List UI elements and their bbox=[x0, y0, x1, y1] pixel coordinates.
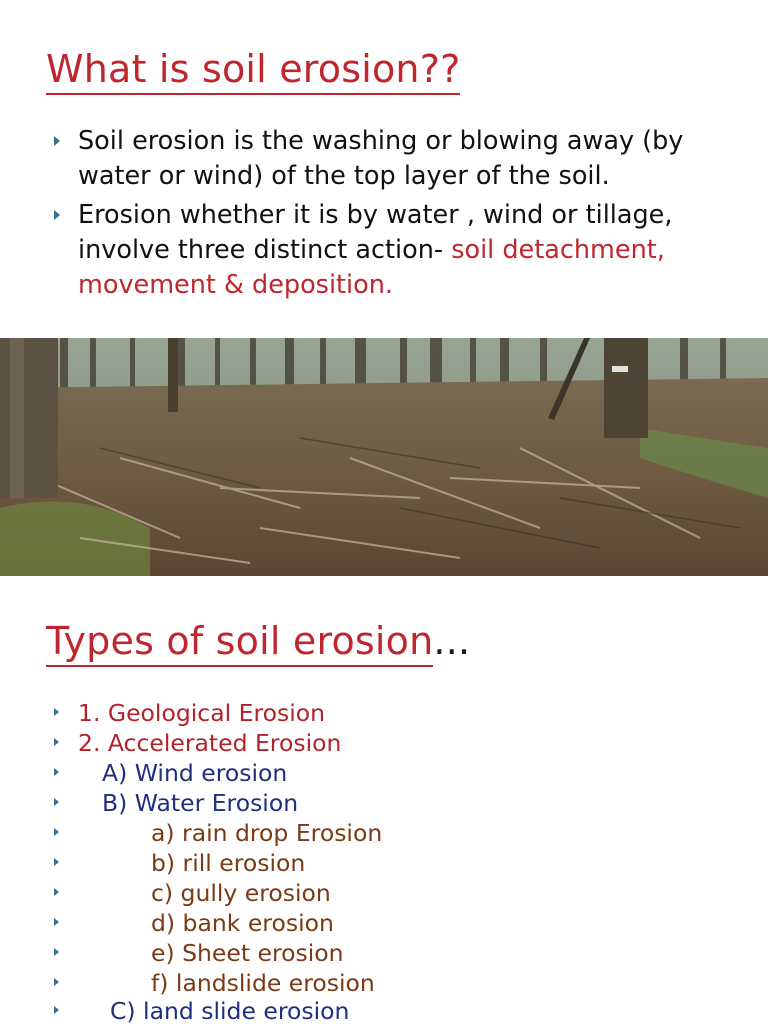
bullet-arrow-icon bbox=[54, 708, 59, 716]
list-item-text: C) land slide erosion bbox=[110, 997, 350, 1025]
bullet-arrow-icon bbox=[54, 978, 59, 986]
heading-types-of-soil-erosion: Types of soil erosion bbox=[46, 619, 433, 667]
erosion-actions-text: Erosion whether it is by water , wind or tillage, involve three distinct action- bbox=[78, 200, 673, 265]
bullet-arrow-icon bbox=[54, 1006, 59, 1014]
erosion-actions-highlight: soil detachment, movement & deposition. bbox=[78, 235, 665, 300]
list-item-text: A) Wind erosion bbox=[102, 759, 288, 787]
bullet-arrow-icon bbox=[54, 888, 59, 896]
list-item-text: b) rill erosion bbox=[151, 849, 306, 877]
bullet-arrow-icon bbox=[54, 136, 60, 146]
heading-ellipsis: ... bbox=[433, 619, 471, 663]
list-item-text: 2. Accelerated Erosion bbox=[78, 729, 342, 757]
page-title-soil-erosion bbox=[46, 47, 461, 91]
list-item-text: f) landslide erosion bbox=[151, 969, 375, 997]
list-item bbox=[54, 908, 754, 938]
forest-floor-erosion-photo bbox=[0, 338, 768, 576]
bullet-arrow-icon bbox=[54, 948, 59, 956]
list-item bbox=[54, 818, 754, 848]
list-item-text: d) bank erosion bbox=[151, 909, 334, 937]
list-item bbox=[54, 968, 754, 998]
bullet-arrow-icon bbox=[54, 858, 59, 866]
page-title-types bbox=[46, 619, 471, 663]
list-item bbox=[54, 698, 754, 728]
bullet-arrow-icon bbox=[54, 210, 60, 220]
list-item bbox=[54, 728, 754, 758]
list-item-text: c) gully erosion bbox=[151, 879, 331, 907]
erosion-actions-paragraph bbox=[54, 198, 754, 303]
list-item-text: a) rain drop Erosion bbox=[151, 819, 383, 847]
list-item-text: 1. Geological Erosion bbox=[78, 699, 326, 727]
bullet-arrow-icon bbox=[54, 918, 59, 926]
list-item bbox=[54, 848, 754, 878]
list-item bbox=[54, 878, 754, 908]
bullet-arrow-icon bbox=[54, 738, 59, 746]
bullet-arrow-icon bbox=[54, 798, 59, 806]
bullet-arrow-icon bbox=[54, 828, 59, 836]
list-item-text: B) Water Erosion bbox=[102, 789, 299, 817]
heading-what-is-soil-erosion: What is soil erosion?? bbox=[46, 47, 460, 95]
bullet-arrow-icon bbox=[54, 768, 59, 776]
list-item bbox=[54, 938, 754, 968]
list-item bbox=[54, 758, 754, 788]
definition-paragraph bbox=[54, 124, 754, 194]
list-item bbox=[54, 788, 754, 818]
list-item bbox=[54, 996, 754, 1026]
definition-text: Soil erosion is the washing or blowing away (by water or wind) of the top layer of the soil. bbox=[78, 126, 684, 191]
list-item-text: e) Sheet erosion bbox=[151, 939, 344, 967]
